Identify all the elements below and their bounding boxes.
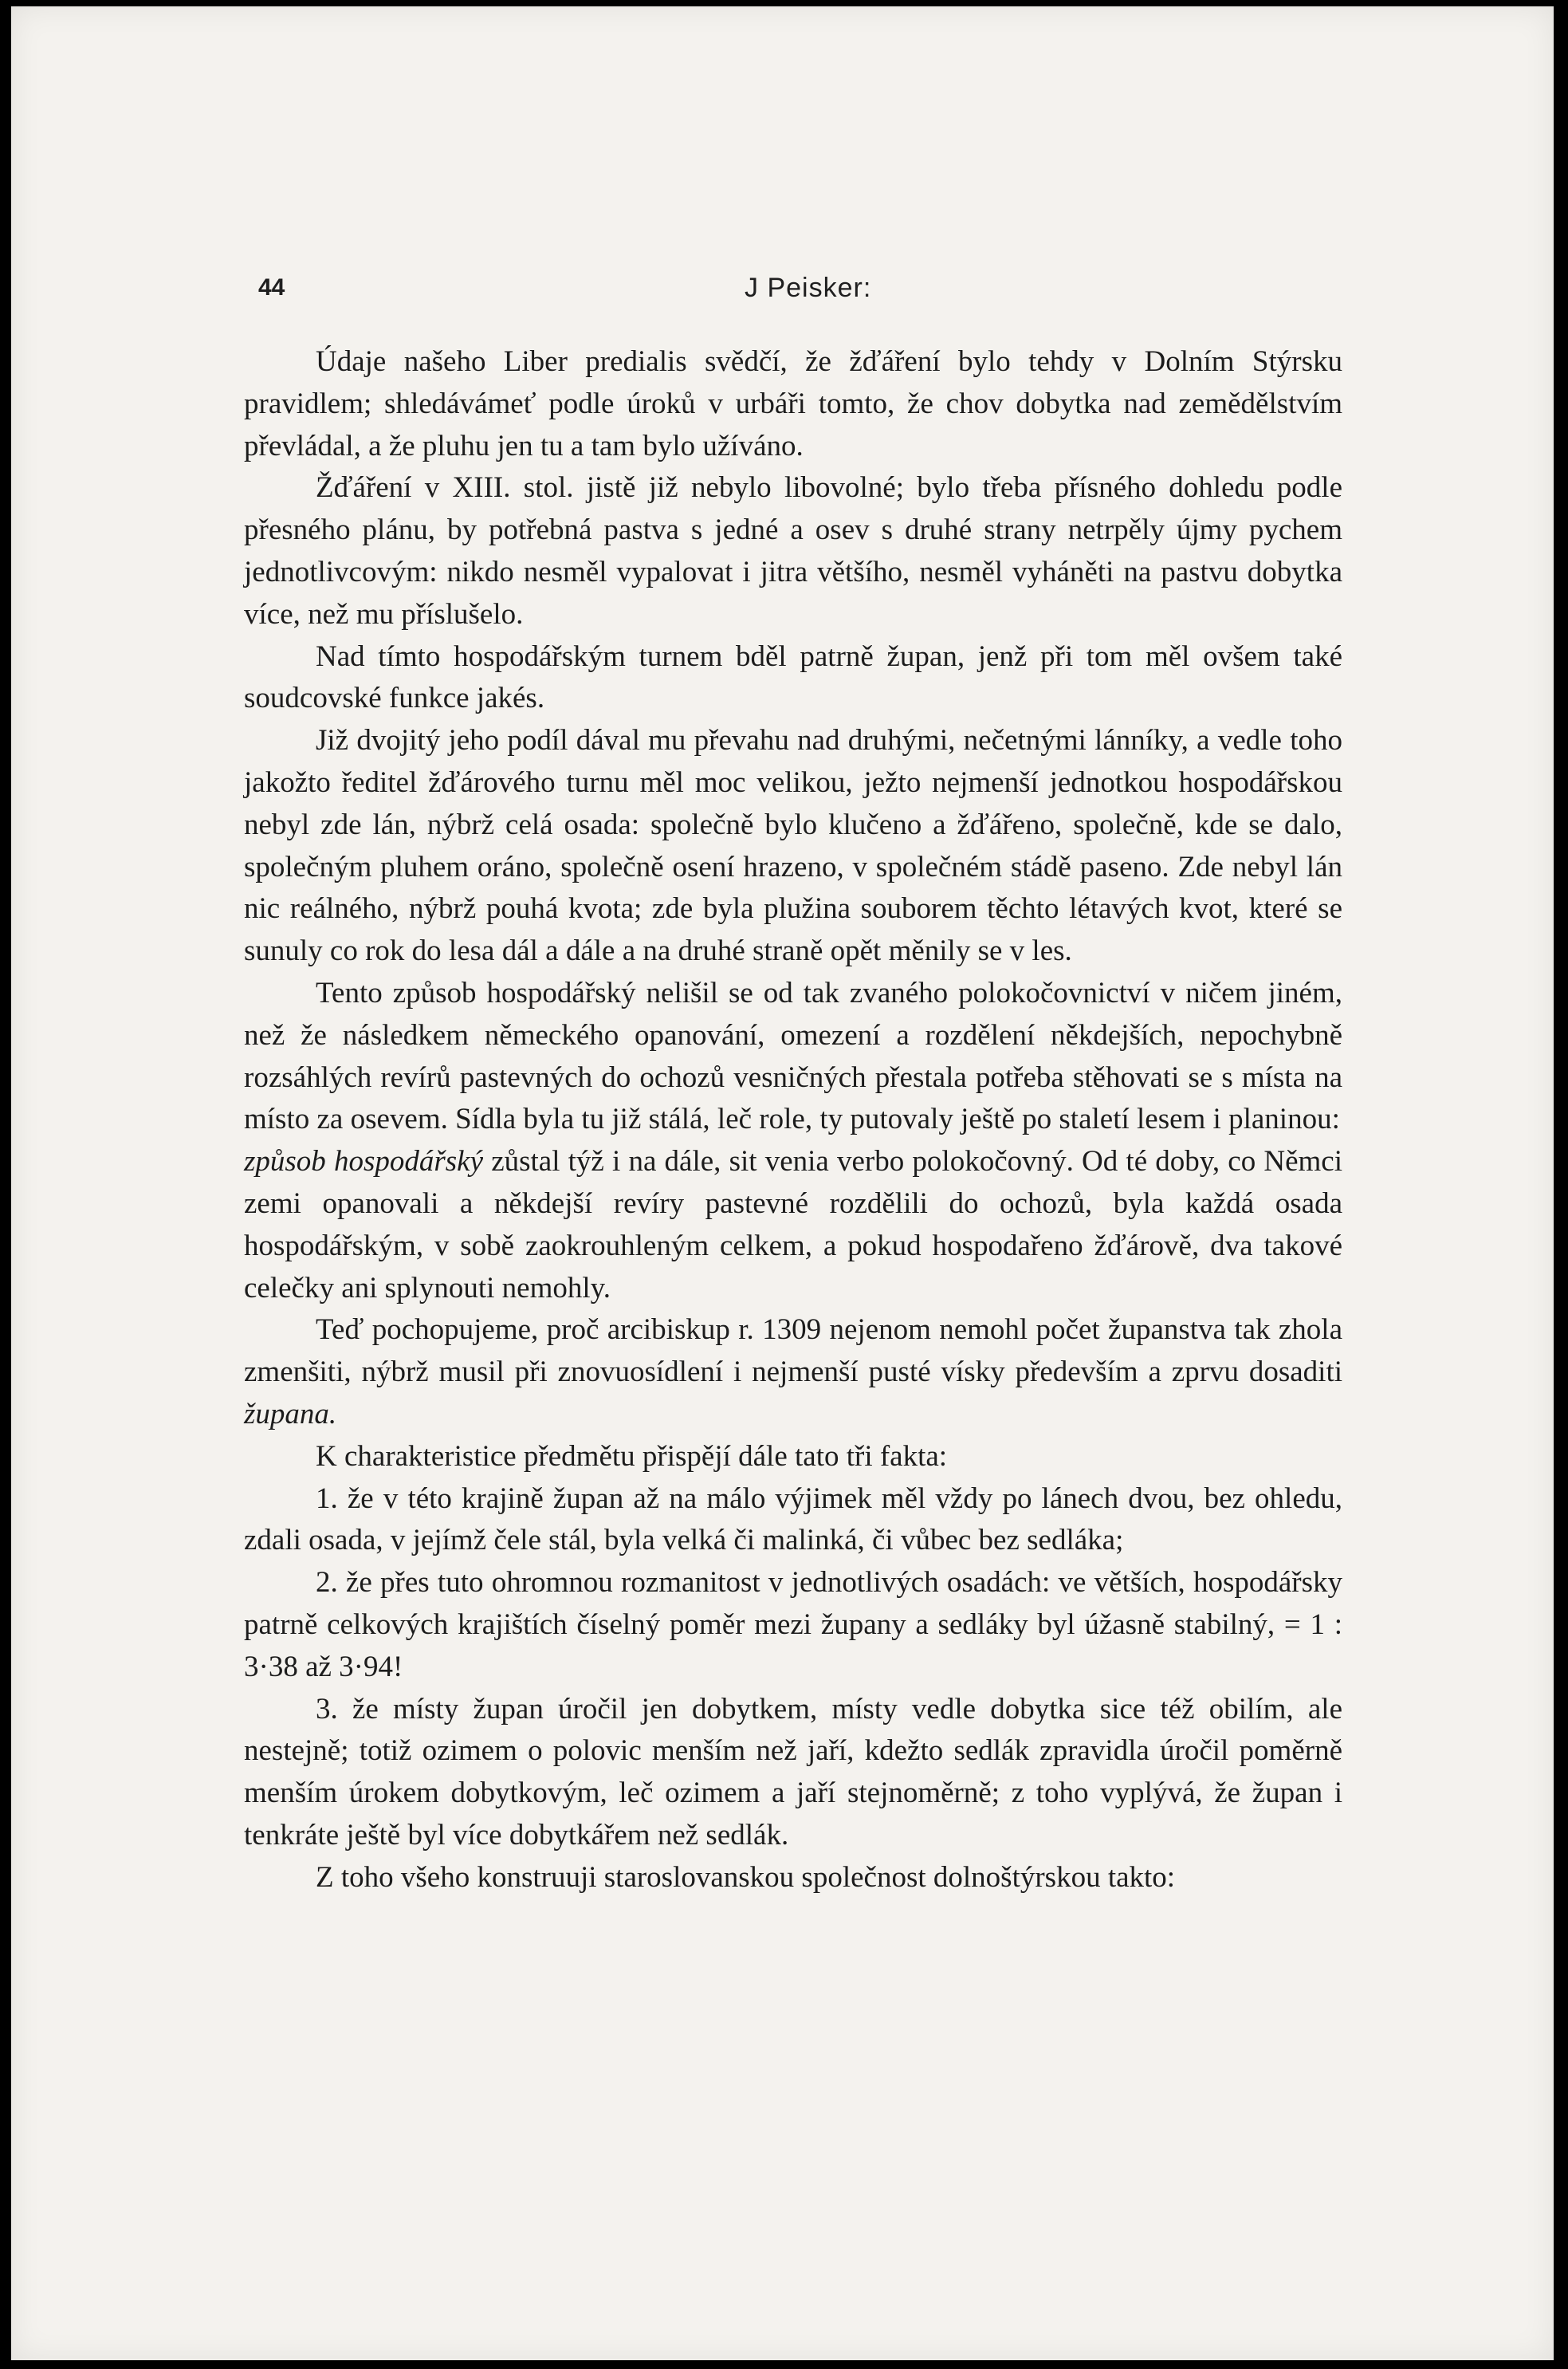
scanned-page: [11, 6, 1554, 2360]
page-number: 44: [258, 274, 285, 301]
italic-word: župana.: [244, 1397, 337, 1430]
list-item: 3. že místy župan úročil jen dobytkem, místy vedle dobytka sice též obilím, ale nestejně; totiž ozimem o polovic menším než jaří, kdežto sedlák zpravidla úročil poměrně menším úrokem dobytkovým, leč ozimem a jaří stejnoměrně; z toho vyplývá, že župan i tenkráte ještě byl více dobytkářem než sedlák.: [244, 1692, 1342, 1852]
list-item: 1. že v této krajině župan až na málo výjimek měl vždy po lánech dvou, bez ohledu, zdali osada, v jejímž čele stál, byla velká či malinká, či vůbec bez sedláka;: [244, 1482, 1342, 1557]
paragraph: Údaje našeho Liber predialis svědčí, že žďáření bylo tehdy v Dolním Stýrsku pravidlem; shledávámeť podle úroků v urbáři tomto, že chov dobytka nad zemědělstvím převládal, a že pluhu jen tu a tam bylo užíváno.: [244, 345, 1342, 462]
page-header: [258, 274, 1334, 314]
list-item: 2. že přes tuto ohromnou rozmanitost v jednotlivých osadách: ve větších, hospodářsky patrně celkových krajištích číselný poměr mezi župany a sedláky byl úžasně stabilný, = 1 : 3·38 až 3·94!: [244, 1566, 1342, 1683]
running-head: J Peisker:: [745, 273, 872, 303]
paragraph: Již dvojitý jeho podíl dával mu převahu nad druhými, nečetnými lánníky, a vedle toho jakožto ředitel žďárového turnu měl moc velikou, ježto nejmenší jednotkou hospodářskou nebyl zde lán, nýbrž celá osada: společně bylo klučeno a žďářeno, společně, kde se dalo, společným pluhem oráno, společně osení hrazeno, v společném stádě paseno. Zde nebyl lán nic reálného, nýbrž pouhá kvota; zde byla plužina souborem těchto létavých kvot, které se sunuly co rok do lesa dál a dále a na druhé straně opět měnily se v les.: [244, 724, 1342, 968]
body-text: [244, 341, 1342, 1899]
paragraph: Nad tímto hospodářským turnem bděl patrně župan, jenž při tom měl ovšem také soudcovské funkce jakés.: [244, 639, 1342, 715]
paragraph: Tento způsob hospodářský nelišil se od tak zvaného polokočovnictví v ničem jiném, než že následkem německého opanování, omezení a rozdělení někdejších, nepochybně rozsáhlých revírů pastevných do ochozů vesničných přestala potřeba stěhovati se s místa na místo za osevem. Sídla byla tu již stálá, leč role, ty putovaly ještě po staletí lesem i planinou:: [244, 976, 1342, 1136]
paragraph-continuation: [244, 1141, 1342, 1309]
italic-phrase: způsob hospodářský: [244, 1145, 484, 1179]
paragraph: Žďáření v XIII. stol. jistě již nebylo libovolné; bylo třeba přísného dohledu podle přesného plánu, by potřebná pastva s jedné a osev s druhé strany netrpěly újmy pychem jednotlivcovým: nikdo nesměl vypalovat i jitra většího, nesměl vyháněti na pastvu dobytka více, než mu příslušelo.: [244, 471, 1342, 631]
paragraph: [244, 1309, 1342, 1435]
paragraph: Z toho všeho konstruuji staroslovanskou společnost dolnoštýrskou takto:: [316, 1860, 1176, 1894]
paragraph: K charakteristice předmětu přispějí dále tato tři fakta:: [316, 1439, 948, 1473]
paragraph-text: zůstal týž i na dále, sit venia verbo polokočovný. Od té doby, co Němci zemi opanovali a někdejší revíry pastevné rozdělili do ochozů, byla každá osada hospodářským, v sobě zaokrouhleným celkem, a pokud hospodařeno žďárově, dva takové celečky ani splynouti nemohly.: [244, 1145, 1343, 1305]
paragraph-text: Teď pochopujeme, proč arcibiskup r. 1309 nejenom nemohl počet županstva tak zhola zmenšiti, nýbrž musil při znovuosídlení i nejmenší pusté vísky především a zprvu dosaditi: [244, 1313, 1342, 1389]
